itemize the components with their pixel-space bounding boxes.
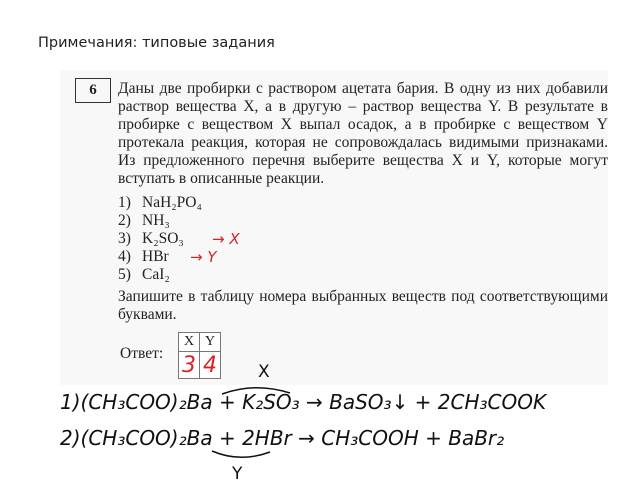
answer-value-x: 3 bbox=[179, 352, 200, 379]
handwritten-label-y: Y bbox=[232, 464, 243, 484]
option-formula: NH₃ bbox=[142, 212, 170, 229]
red-arrow-y: → Y bbox=[190, 248, 217, 266]
task-instruction: Запишите в таблицу номера выбранных веществ под соответствующими буквами. bbox=[118, 288, 608, 323]
task-text: Даны две пробирки с раствором ацетата бария. В одну из них добавили раствор вещества X, а в другую – раствор вещества Y. В результате в пробирке с веществом X выпал осадок, а в пробирке с веществом Y протекала реакция, которая не сопровождалась видимыми признаками. Из предложенного перечня выберите вещества X и Y, которые могут вступать в описанные реакции. bbox=[118, 80, 608, 187]
handwritten-equation-2: 2)(CH₃COO)₂Ba + 2HBr → CH₃COOH + BaBr₂ bbox=[60, 426, 505, 450]
option-number: 5) bbox=[118, 266, 131, 283]
option-formula: K₂SO₃ bbox=[142, 230, 184, 247]
task-number: 6 bbox=[75, 78, 111, 103]
answer-header-y: Y bbox=[200, 333, 221, 352]
red-arrow-x: → X bbox=[212, 230, 240, 248]
page-heading: Примечания: типовые задания bbox=[38, 35, 275, 51]
handwritten-label-x: X bbox=[258, 362, 270, 382]
answer-label: Ответ: bbox=[120, 345, 164, 362]
answer-value-y: 4 bbox=[200, 352, 221, 379]
option-formula: HBr bbox=[142, 248, 169, 265]
option-number: 4) bbox=[118, 248, 131, 265]
underbrace-mark bbox=[212, 451, 270, 457]
option-number: 1) bbox=[118, 194, 131, 211]
option-formula: NaH₂PO₄ bbox=[142, 194, 202, 211]
handwritten-equation-1: 1)(CH₃COO)₂Ba + K₂SO₃ → BaSO₃↓ + 2CH₃COOK bbox=[60, 390, 547, 414]
answer-header-x: X bbox=[179, 333, 200, 352]
option-formula: CaI₂ bbox=[142, 266, 170, 283]
option-number: 3) bbox=[118, 230, 131, 247]
option-number: 2) bbox=[118, 212, 131, 229]
